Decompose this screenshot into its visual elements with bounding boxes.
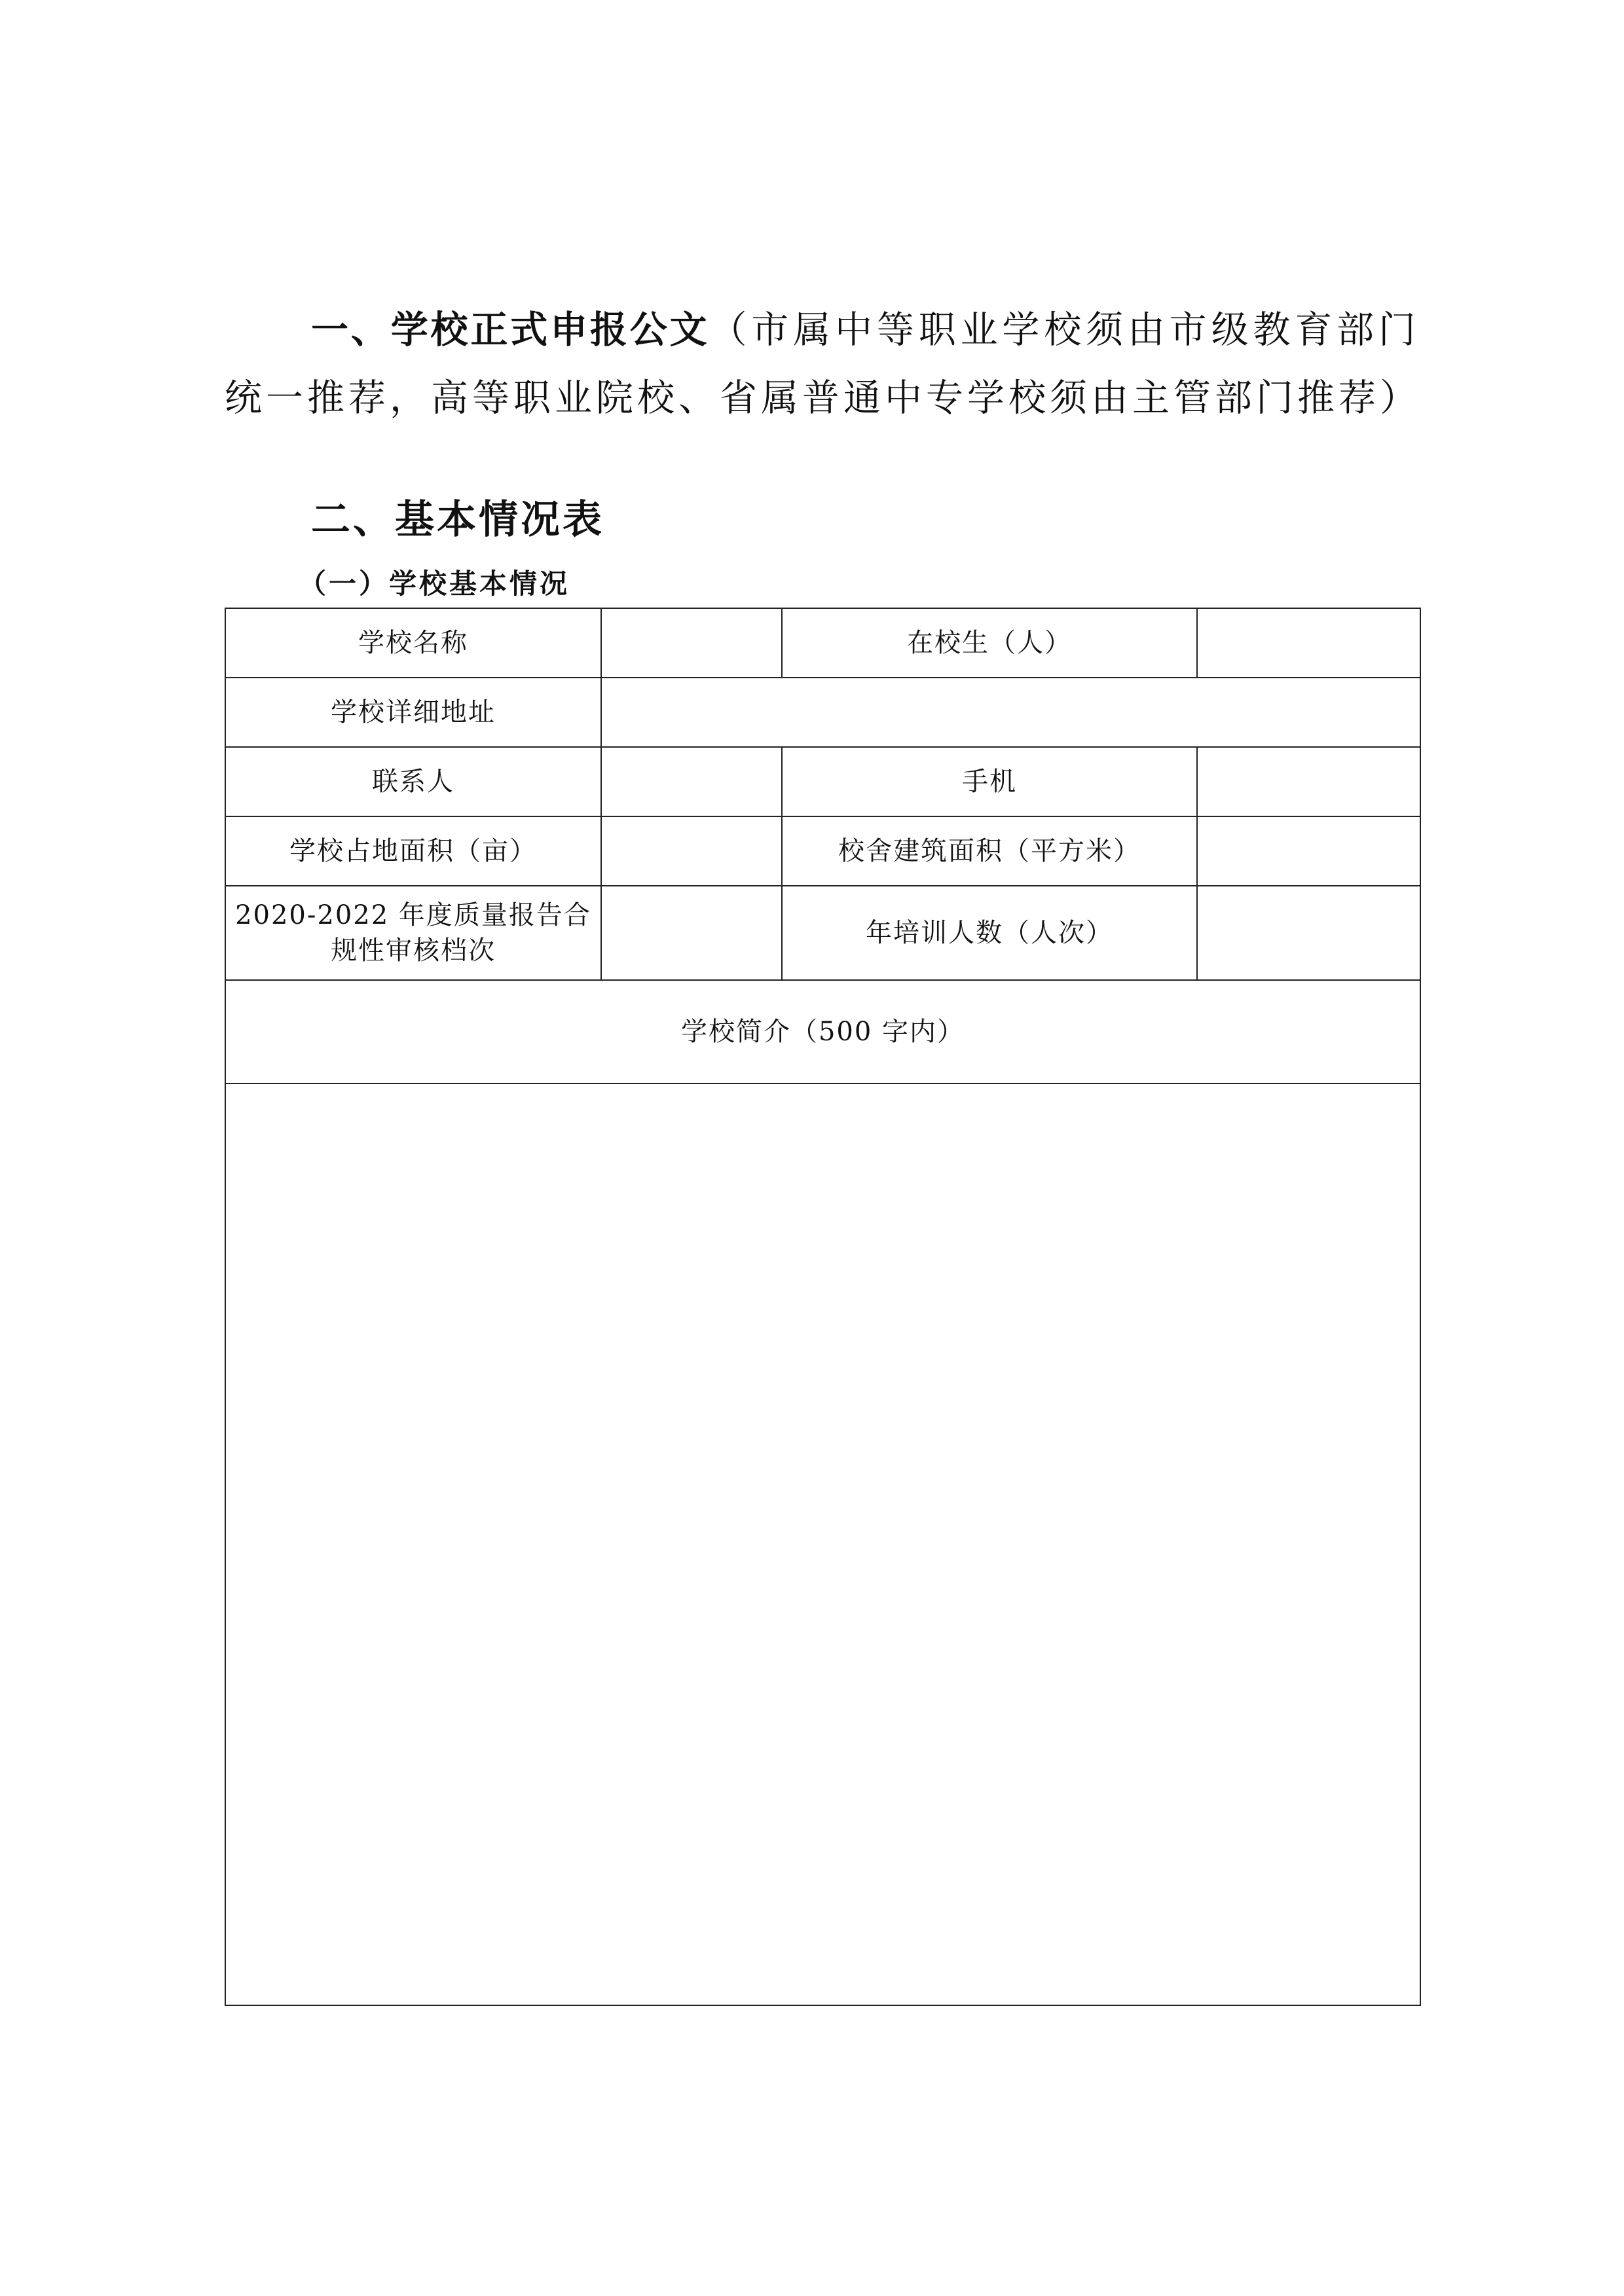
school-info-table	[225, 608, 1421, 2006]
table-row	[225, 747, 1420, 816]
building-area-field[interactable]	[1197, 816, 1420, 886]
land-area-field[interactable]	[601, 816, 782, 886]
mobile-field[interactable]	[1197, 747, 1420, 816]
section-two-heading: 二、基本情况表	[311, 497, 604, 543]
students-label: 在校生（人）	[782, 608, 1197, 678]
table-row	[225, 886, 1420, 980]
address-label: 学校详细地址	[225, 678, 601, 747]
table-row	[225, 678, 1420, 747]
contact-field[interactable]	[601, 747, 782, 816]
students-field[interactable]	[1197, 608, 1420, 678]
quality-report-label	[225, 886, 601, 980]
subsection-heading: （一）学校基本情况	[299, 568, 570, 600]
table-row	[225, 1084, 1420, 2005]
building-area-label: 校舍建筑面积（平方米）	[782, 816, 1197, 886]
land-area-label: 学校占地面积（亩）	[225, 816, 601, 886]
quality-report-label-line1: 2020-2022 年度质量报告合	[235, 900, 591, 930]
table-row	[225, 816, 1420, 886]
mobile-label: 手机	[782, 747, 1197, 816]
section-one-paragraph	[225, 296, 1420, 432]
address-field[interactable]	[601, 678, 1420, 747]
section-one-heading: 一、学校正式申报公文	[311, 308, 710, 352]
school-name-field[interactable]	[601, 608, 782, 678]
contact-label: 联系人	[225, 747, 601, 816]
quality-report-field[interactable]	[601, 886, 782, 980]
training-label: 年培训人数（人次）	[782, 886, 1197, 980]
school-name-label: 学校名称	[225, 608, 601, 678]
table-row	[225, 608, 1420, 678]
section-one-note: （市属中等职业学校须由市级教育部门统一推荐，高等职业院校、省属普通中专学校须由主管部门推荐）	[225, 308, 1421, 420]
table-row	[225, 980, 1420, 1084]
quality-report-label-line2: 规性审核档次	[331, 936, 496, 966]
intro-field[interactable]	[225, 1084, 1420, 2005]
intro-label: 学校简介（500 字内）	[225, 980, 1420, 1084]
training-field[interactable]	[1197, 886, 1420, 980]
